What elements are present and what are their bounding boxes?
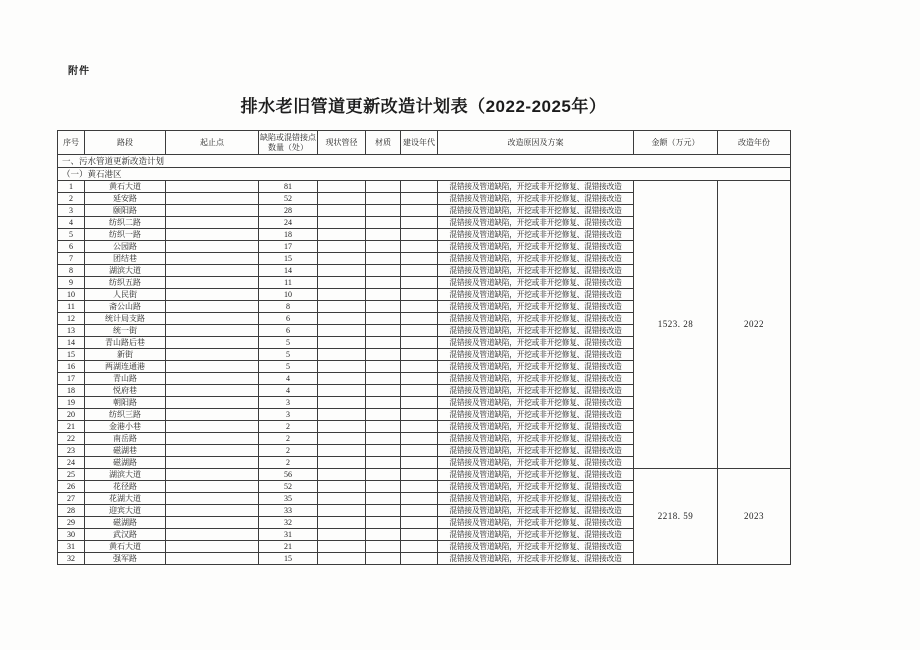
pipe-diameter [318,301,366,313]
start-end-point [166,289,259,301]
material [366,541,401,553]
row-number: 25 [58,469,85,481]
pipe-diameter [318,229,366,241]
reason-and-plan: 混错接及管道缺陷，开挖或非开挖修复、混错接改造 [438,241,634,253]
construction-era [401,313,438,325]
row-number: 11 [58,301,85,313]
pipe-diameter [318,277,366,289]
start-end-point [166,361,259,373]
start-end-point [166,469,259,481]
row-number: 19 [58,397,85,409]
pipe-diameter [318,361,366,373]
header-material: 材质 [366,131,401,155]
row-number: 14 [58,337,85,349]
road-name: 公园路 [85,241,166,253]
amount-cell: 2218. 59 [634,469,718,565]
defect-count: 32 [259,517,318,529]
start-end-point [166,253,259,265]
material [366,553,401,565]
row-number: 15 [58,349,85,361]
construction-era [401,433,438,445]
pipe-diameter [318,241,366,253]
row-number: 27 [58,493,85,505]
defect-count: 4 [259,373,318,385]
pipe-diameter [318,349,366,361]
pipe-diameter [318,541,366,553]
start-end-point [166,421,259,433]
defect-count: 6 [259,325,318,337]
defect-count: 33 [259,505,318,517]
defect-count: 31 [259,529,318,541]
renovation-plan-table [57,130,791,565]
road-name: 纺织一路 [85,229,166,241]
pipe-diameter [318,529,366,541]
reason-and-plan: 混错接及管道缺陷，开挖或非开挖修复、混错接改造 [438,193,634,205]
reason-and-plan: 混错接及管道缺陷，开挖或非开挖修复、混错接改造 [438,385,634,397]
defect-count: 2 [259,457,318,469]
construction-era [401,409,438,421]
construction-era [401,373,438,385]
reason-and-plan: 混错接及管道缺陷，开挖或非开挖修复、混错接改造 [438,421,634,433]
defect-count: 5 [259,349,318,361]
amount-cell: 1523. 28 [634,181,718,469]
road-name: 新街 [85,349,166,361]
material [366,289,401,301]
row-number: 13 [58,325,85,337]
road-name: 强军路 [85,553,166,565]
construction-era [401,325,438,337]
reason-and-plan: 混错接及管道缺陷，开挖或非开挖修复、混错接改造 [438,529,634,541]
start-end-point [166,205,259,217]
defect-count: 3 [259,409,318,421]
material [366,433,401,445]
pipe-diameter [318,313,366,325]
defect-count: 15 [259,553,318,565]
table-row [58,181,791,193]
reason-and-plan: 混错接及管道缺陷，开挖或非开挖修复、混错接改造 [438,301,634,313]
defect-count: 11 [259,277,318,289]
defect-count: 2 [259,421,318,433]
start-end-point [166,445,259,457]
material [366,181,401,193]
start-end-point [166,193,259,205]
row-number: 24 [58,457,85,469]
pipe-diameter [318,469,366,481]
header-start-end: 起止点 [166,131,259,155]
construction-era [401,193,438,205]
material [366,529,401,541]
road-name: 湖滨大道 [85,265,166,277]
start-end-point [166,301,259,313]
material [366,337,401,349]
plan-table-body [58,155,791,565]
material [366,193,401,205]
row-number: 7 [58,253,85,265]
row-number: 22 [58,433,85,445]
pipe-diameter [318,373,366,385]
reason-and-plan: 混错接及管道缺陷，开挖或非开挖修复、混错接改造 [438,253,634,265]
start-end-point [166,517,259,529]
pipe-diameter [318,217,366,229]
row-number: 9 [58,277,85,289]
row-number: 5 [58,229,85,241]
defect-count: 56 [259,469,318,481]
material [366,265,401,277]
road-name: 斋公山路 [85,301,166,313]
defect-count: 21 [259,541,318,553]
construction-era [401,541,438,553]
construction-era [401,217,438,229]
start-end-point [166,433,259,445]
construction-era [401,469,438,481]
start-end-point [166,481,259,493]
start-end-point [166,409,259,421]
road-name: 磁湖路 [85,457,166,469]
construction-era [401,445,438,457]
pipe-diameter [318,457,366,469]
pipe-diameter [318,517,366,529]
defect-count: 28 [259,205,318,217]
start-end-point [166,373,259,385]
reason-and-plan: 混错接及管道缺陷，开挖或非开挖修复、混错接改造 [438,433,634,445]
road-name: 黄石大道 [85,181,166,193]
reason-and-plan: 混错接及管道缺陷，开挖或非开挖修复、混错接改造 [438,337,634,349]
defect-count: 24 [259,217,318,229]
pipe-diameter [318,397,366,409]
pipe-diameter [318,433,366,445]
pipe-diameter [318,409,366,421]
defect-count: 52 [259,193,318,205]
construction-era [401,265,438,277]
defect-count: 17 [259,241,318,253]
header-pipe-diameter: 现状管径 [318,131,366,155]
reason-and-plan: 混错接及管道缺陷，开挖或非开挖修复、混错接改造 [438,265,634,277]
construction-era [401,205,438,217]
reason-and-plan: 混错接及管道缺陷，开挖或非开挖修复、混错接改造 [438,349,634,361]
construction-era [401,253,438,265]
start-end-point [166,265,259,277]
material [366,481,401,493]
defect-count: 10 [259,289,318,301]
table-header [58,131,791,155]
reason-and-plan: 混错接及管道缺陷，开挖或非开挖修复、混错接改造 [438,181,634,193]
defect-count: 35 [259,493,318,505]
start-end-point [166,313,259,325]
material [366,313,401,325]
road-name: 青山路 [85,373,166,385]
defect-count: 52 [259,481,318,493]
road-name: 湖滨大道 [85,469,166,481]
construction-era [401,493,438,505]
road-name: 金港小巷 [85,421,166,433]
material [366,457,401,469]
pipe-diameter [318,181,366,193]
construction-era [401,397,438,409]
construction-era [401,505,438,517]
reason-and-plan: 混错接及管道缺陷，开挖或非开挖修复、混错接改造 [438,325,634,337]
start-end-point [166,217,259,229]
construction-era [401,421,438,433]
material [366,469,401,481]
road-name: 黄石大道 [85,541,166,553]
reason-and-plan: 混错接及管道缺陷，开挖或非开挖修复、混错接改造 [438,445,634,457]
road-name: 颐阳路 [85,205,166,217]
road-name: 磁湖巷 [85,445,166,457]
defect-count: 2 [259,445,318,457]
reason-and-plan: 混错接及管道缺陷，开挖或非开挖修复、混错接改造 [438,553,634,565]
start-end-point [166,397,259,409]
reason-and-plan: 混错接及管道缺陷，开挖或非开挖修复、混错接改造 [438,289,634,301]
year-cell: 2022 [718,181,791,469]
pipe-diameter [318,253,366,265]
material [366,397,401,409]
reason-and-plan: 混错接及管道缺陷，开挖或非开挖修复、混错接改造 [438,517,634,529]
defect-count: 3 [259,397,318,409]
reason-and-plan: 混错接及管道缺陷，开挖或非开挖修复、混错接改造 [438,457,634,469]
attachment-label: 附件 [68,66,90,77]
start-end-point [166,277,259,289]
road-name: 人民街 [85,289,166,301]
defect-count: 6 [259,313,318,325]
row-number: 26 [58,481,85,493]
start-end-point [166,541,259,553]
material [366,205,401,217]
construction-era [401,517,438,529]
row-number: 20 [58,409,85,421]
defect-count: 4 [259,385,318,397]
material [366,421,401,433]
row-number: 3 [58,205,85,217]
row-number: 16 [58,361,85,373]
construction-era [401,349,438,361]
construction-era [401,229,438,241]
reason-and-plan: 混错接及管道缺陷，开挖或非开挖修复、混错接改造 [438,373,634,385]
road-name: 纺织三路 [85,409,166,421]
pipe-diameter [318,505,366,517]
pipe-diameter [318,205,366,217]
road-name: 朝阳路 [85,397,166,409]
section-title: 一、污水管道更新改造计划 [58,155,791,168]
row-number: 10 [58,289,85,301]
row-number: 30 [58,529,85,541]
start-end-point [166,229,259,241]
material [366,373,401,385]
construction-era [401,529,438,541]
construction-era [401,337,438,349]
defect-count: 18 [259,229,318,241]
reason-and-plan: 混错接及管道缺陷，开挖或非开挖修复、混错接改造 [438,397,634,409]
pipe-diameter [318,325,366,337]
material [366,505,401,517]
row-number: 29 [58,517,85,529]
construction-era [401,457,438,469]
defect-count: 81 [259,181,318,193]
material [366,301,401,313]
start-end-point [166,325,259,337]
header-reason-plan: 改造原因及方案 [438,131,634,155]
year-cell: 2023 [718,469,791,565]
reason-and-plan: 混错接及管道缺陷，开挖或非开挖修复、混错接改造 [438,229,634,241]
row-number: 4 [58,217,85,229]
reason-and-plan: 混错接及管道缺陷，开挖或非开挖修复、混错接改造 [438,493,634,505]
pipe-diameter [318,421,366,433]
material [366,385,401,397]
header-renovation-year: 改造年份 [718,131,791,155]
road-name: 磁湖路 [85,517,166,529]
pipe-diameter [318,385,366,397]
start-end-point [166,385,259,397]
construction-era [401,481,438,493]
defect-count: 5 [259,361,318,373]
reason-and-plan: 混错接及管道缺陷，开挖或非开挖修复、混错接改造 [438,505,634,517]
material [366,361,401,373]
pipe-diameter [318,553,366,565]
pipe-diameter [318,445,366,457]
row-number: 21 [58,421,85,433]
road-name: 纺织五路 [85,277,166,289]
reason-and-plan: 混错接及管道缺陷，开挖或非开挖修复、混错接改造 [438,409,634,421]
header-build-era: 建设年代 [401,131,438,155]
row-number: 8 [58,265,85,277]
road-name: 统一街 [85,325,166,337]
reason-and-plan: 混错接及管道缺陷，开挖或非开挖修复、混错接改造 [438,217,634,229]
road-name: 武汉路 [85,529,166,541]
page-title: 排水老旧管道更新改造计划表（2022-2025年） [240,97,607,116]
road-name: 团结巷 [85,253,166,265]
header-row [58,131,791,155]
start-end-point [166,529,259,541]
table-row [58,469,791,481]
reason-and-plan: 混错接及管道缺陷，开挖或非开挖修复、混错接改造 [438,481,634,493]
construction-era [401,277,438,289]
construction-era [401,301,438,313]
start-end-point [166,349,259,361]
reason-and-plan: 混错接及管道缺陷，开挖或非开挖修复、混错接改造 [438,361,634,373]
start-end-point [166,337,259,349]
start-end-point [166,241,259,253]
material [366,349,401,361]
start-end-point [166,493,259,505]
road-name: 纺织二路 [85,217,166,229]
construction-era [401,181,438,193]
pipe-diameter [318,265,366,277]
pipe-diameter [318,493,366,505]
road-name: 延安路 [85,193,166,205]
pipe-diameter [318,481,366,493]
start-end-point [166,457,259,469]
reason-and-plan: 混错接及管道缺陷，开挖或非开挖修复、混错接改造 [438,541,634,553]
material [366,409,401,421]
defect-count: 15 [259,253,318,265]
pipe-diameter [318,337,366,349]
pipe-diameter [318,289,366,301]
material [366,217,401,229]
material [366,493,401,505]
material [366,253,401,265]
subsection-title: （一）黄石港区 [58,168,791,181]
construction-era [401,289,438,301]
material [366,241,401,253]
material [366,445,401,457]
material [366,517,401,529]
defect-count: 8 [259,301,318,313]
road-name: 南岳路 [85,433,166,445]
row-number: 32 [58,553,85,565]
row-number: 17 [58,373,85,385]
row-number: 1 [58,181,85,193]
row-number: 28 [58,505,85,517]
road-name: 迎宾大道 [85,505,166,517]
pipe-diameter [318,193,366,205]
road-name: 花湖大道 [85,493,166,505]
reason-and-plan: 混错接及管道缺陷，开挖或非开挖修复、混错接改造 [438,469,634,481]
section-row-huangshigang [58,168,791,181]
defect-count: 14 [259,265,318,277]
road-name: 青山路后巷 [85,337,166,349]
row-number: 23 [58,445,85,457]
reason-and-plan: 混错接及管道缺陷，开挖或非开挖修复、混错接改造 [438,277,634,289]
header-defect-count: 缺陷或混错接点数量（处） [259,131,318,155]
row-number: 31 [58,541,85,553]
defect-count: 2 [259,433,318,445]
row-number: 2 [58,193,85,205]
header-serial-number: 序号 [58,131,85,155]
material [366,325,401,337]
construction-era [401,553,438,565]
road-name: 悦府巷 [85,385,166,397]
row-number: 18 [58,385,85,397]
header-road-section: 路段 [85,131,166,155]
road-name: 花径路 [85,481,166,493]
start-end-point [166,181,259,193]
material [366,229,401,241]
material [366,277,401,289]
start-end-point [166,505,259,517]
construction-era [401,241,438,253]
header-amount: 金额（万元） [634,131,718,155]
construction-era [401,385,438,397]
defect-count: 5 [259,337,318,349]
reason-and-plan: 混错接及管道缺陷，开挖或非开挖修复、混错接改造 [438,313,634,325]
road-name: 统计局支路 [85,313,166,325]
start-end-point [166,553,259,565]
row-number: 12 [58,313,85,325]
row-number: 6 [58,241,85,253]
road-name: 两湖连通港 [85,361,166,373]
reason-and-plan: 混错接及管道缺陷，开挖或非开挖修复、混错接改造 [438,205,634,217]
construction-era [401,361,438,373]
section-row-sewage-plan [58,155,791,168]
